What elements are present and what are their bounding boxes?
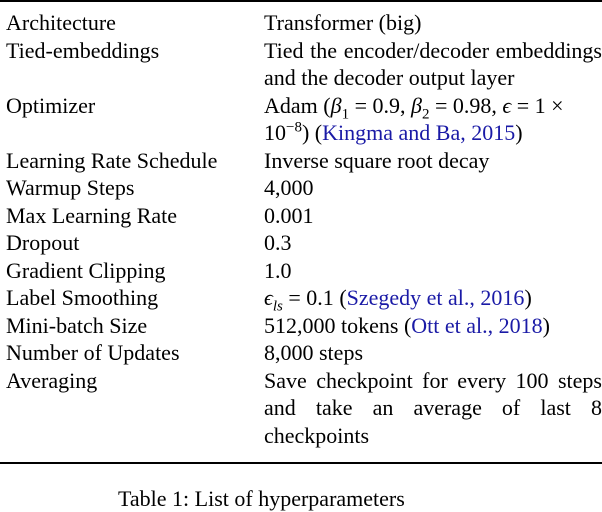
row-key-optimizer: Optimizer bbox=[6, 92, 96, 118]
row-value-minibatch-size bbox=[264, 312, 602, 340]
optimizer-suffix: ) bbox=[301, 120, 315, 145]
row-value-optimizer bbox=[264, 92, 602, 147]
minibatch-prefix: 512,000 tokens bbox=[264, 312, 404, 338]
table-row bbox=[0, 257, 602, 285]
tied-embeddings-text: Tied the encoder/decoder embeddings and the decoder output layer bbox=[264, 37, 602, 90]
row-value-dropout: 0.3 bbox=[264, 230, 292, 255]
cite-close-paren: ) bbox=[542, 312, 550, 338]
table-row bbox=[0, 312, 602, 340]
row-key-minibatch-size: Mini-batch Size bbox=[6, 312, 148, 338]
row-key-dropout: Dropout bbox=[6, 230, 80, 255]
row-key-lr-schedule: Learning Rate Schedule bbox=[6, 147, 218, 173]
row-key-tied-embeddings: Tied-embeddings bbox=[6, 37, 160, 63]
row-key-averaging: Averaging bbox=[6, 367, 98, 393]
row-value-averaging bbox=[264, 367, 602, 450]
cite-open-paren: ( bbox=[403, 312, 412, 338]
row-key-warmup-steps: Warmup Steps bbox=[6, 175, 135, 200]
cite-open-paren: ( bbox=[339, 285, 347, 310]
row-value-architecture: Transformer (big) bbox=[264, 10, 422, 35]
epsilon-equals: = 1 × 10 bbox=[264, 92, 564, 145]
table-row bbox=[0, 174, 602, 202]
beta1-symbol: β bbox=[330, 92, 342, 118]
table-row bbox=[0, 229, 602, 257]
epsilon-ls-equals: = 0.1 bbox=[282, 285, 340, 310]
row-value-grad-clipping: 1.0 bbox=[264, 257, 292, 283]
table-row bbox=[0, 9, 602, 37]
table-top-rule bbox=[0, 0, 602, 2]
row-value-tied-embeddings bbox=[264, 37, 602, 92]
row-key-num-updates: Number of Updates bbox=[6, 340, 180, 365]
hyperparameter-table bbox=[0, 9, 602, 449]
table-row bbox=[0, 284, 602, 312]
row-key-grad-clipping: Gradient Clipping bbox=[6, 257, 166, 283]
row-value-warmup-steps: 4,000 bbox=[264, 175, 314, 200]
row-value-label-smoothing bbox=[264, 284, 602, 315]
row-key-max-lr: Max Learning Rate bbox=[6, 202, 178, 228]
table-row bbox=[0, 367, 602, 450]
table-row bbox=[0, 339, 602, 367]
table-row bbox=[0, 92, 602, 147]
row-value-max-lr: 0.001 bbox=[264, 202, 314, 228]
row-value-lr-schedule: Inverse square root decay bbox=[264, 147, 490, 173]
beta1-subscript: 1 bbox=[341, 105, 350, 122]
citation-kingma-ba[interactable]: Kingma and Ba, 2015 bbox=[322, 120, 516, 145]
cite-close-paren: ) bbox=[524, 285, 532, 310]
epsilon-ls-subscript: ls bbox=[272, 298, 283, 315]
beta1-equals: = 0.9, bbox=[349, 92, 411, 118]
epsilon-symbol: ϵ bbox=[502, 92, 512, 118]
citation-szegedy[interactable]: Szegedy et al., 2016 bbox=[346, 285, 525, 310]
cite-close-paren: ) bbox=[515, 120, 523, 145]
table-caption: Table 1: List of hyperparameters bbox=[118, 486, 405, 511]
table-bottom-rule bbox=[0, 462, 602, 464]
table-row bbox=[0, 37, 602, 92]
citation-ott[interactable]: Ott et al., 2018 bbox=[411, 312, 543, 338]
epsilon-ls-symbol: ϵ bbox=[264, 285, 273, 310]
row-value-num-updates: 8,000 steps bbox=[264, 340, 363, 365]
beta2-equals: = 0.98, bbox=[429, 92, 503, 118]
optimizer-prefix: Adam ( bbox=[264, 92, 331, 118]
row-key-label-smoothing: Label Smoothing bbox=[6, 285, 159, 310]
averaging-text: Save checkpoint for every 100 steps and take an average of last 8 checkpoints bbox=[264, 367, 602, 448]
table-row bbox=[0, 147, 602, 175]
beta2-subscript: 2 bbox=[421, 105, 430, 122]
cite-open-paren: ( bbox=[314, 120, 323, 145]
beta2-symbol: β bbox=[410, 92, 422, 118]
table-row bbox=[0, 202, 602, 230]
epsilon-exponent: −8 bbox=[286, 119, 302, 136]
row-key-architecture: Architecture bbox=[6, 10, 116, 35]
